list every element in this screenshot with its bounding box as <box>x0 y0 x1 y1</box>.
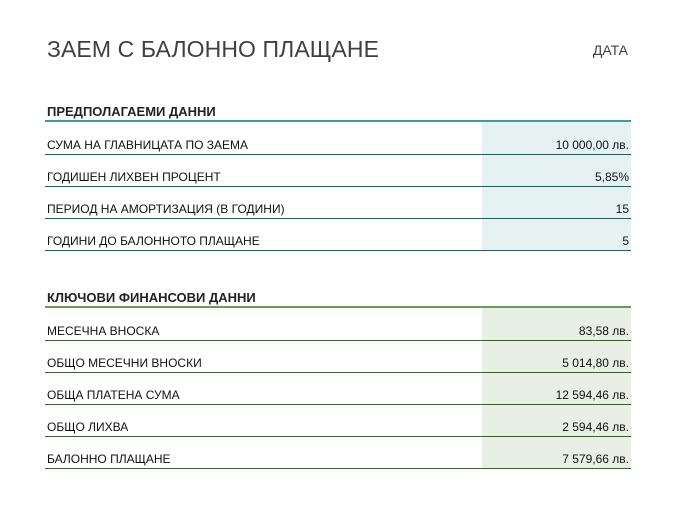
row-label: БАЛОННО ПЛАЩАНЕ <box>47 452 171 466</box>
total-paid-value: 12 594,46 лв. <box>482 373 631 404</box>
table-row <box>45 187 631 219</box>
table-row <box>45 437 631 469</box>
balloon-payment-value: 7 579,66 лв. <box>482 437 631 468</box>
table-row <box>45 341 631 373</box>
interest-rate-input[interactable]: 5,85% <box>482 155 631 186</box>
date-label[interactable]: ДАТА <box>592 42 628 58</box>
amortization-period-input[interactable]: 15 <box>482 187 631 218</box>
row-label: ОБЩО МЕСЕЧНИ ВНОСКИ <box>47 356 202 370</box>
row-label: СУМА НА ГЛАВНИЦАТА ПО ЗАЕМА <box>47 138 248 152</box>
assumed-data-section <box>45 103 631 251</box>
row-label: ОБЩА ПЛАТЕНА СУМА <box>47 388 180 402</box>
monthly-payment-value: 83,58 лв. <box>482 308 631 340</box>
years-to-balloon-input[interactable]: 5 <box>482 219 631 250</box>
table-row <box>45 155 631 187</box>
table-row <box>45 405 631 437</box>
key-financial-section <box>45 289 631 469</box>
row-label: МЕСЕЧНА ВНОСКА <box>47 324 160 338</box>
page-title: ЗАЕМ С БАЛОННО ПЛАЩАНЕ <box>47 36 380 62</box>
row-label: ГОДИНИ ДО БАЛОННОТО ПЛАЩАНЕ <box>47 234 260 248</box>
total-monthly-payments-value: 5 014,80 лв. <box>482 341 631 372</box>
key-financial-heading: КЛЮЧОВИ ФИНАНСОВИ ДАННИ <box>45 289 631 308</box>
table-row <box>45 122 631 155</box>
table-row <box>45 219 631 251</box>
assumed-data-heading: ПРЕДПОЛАГАЕМИ ДАННИ <box>45 103 631 122</box>
row-label: ПЕРИОД НА АМОРТИЗАЦИЯ (В ГОДИНИ) <box>47 202 285 216</box>
loan-principal-input[interactable]: 10 000,00 лв. <box>482 122 631 154</box>
row-label: ОБЩО ЛИХВА <box>47 420 129 434</box>
total-interest-value: 2 594,46 лв. <box>482 405 631 436</box>
table-row <box>45 373 631 405</box>
row-label: ГОДИШЕН ЛИХВЕН ПРОЦЕНТ <box>47 170 221 184</box>
table-row <box>45 308 631 341</box>
